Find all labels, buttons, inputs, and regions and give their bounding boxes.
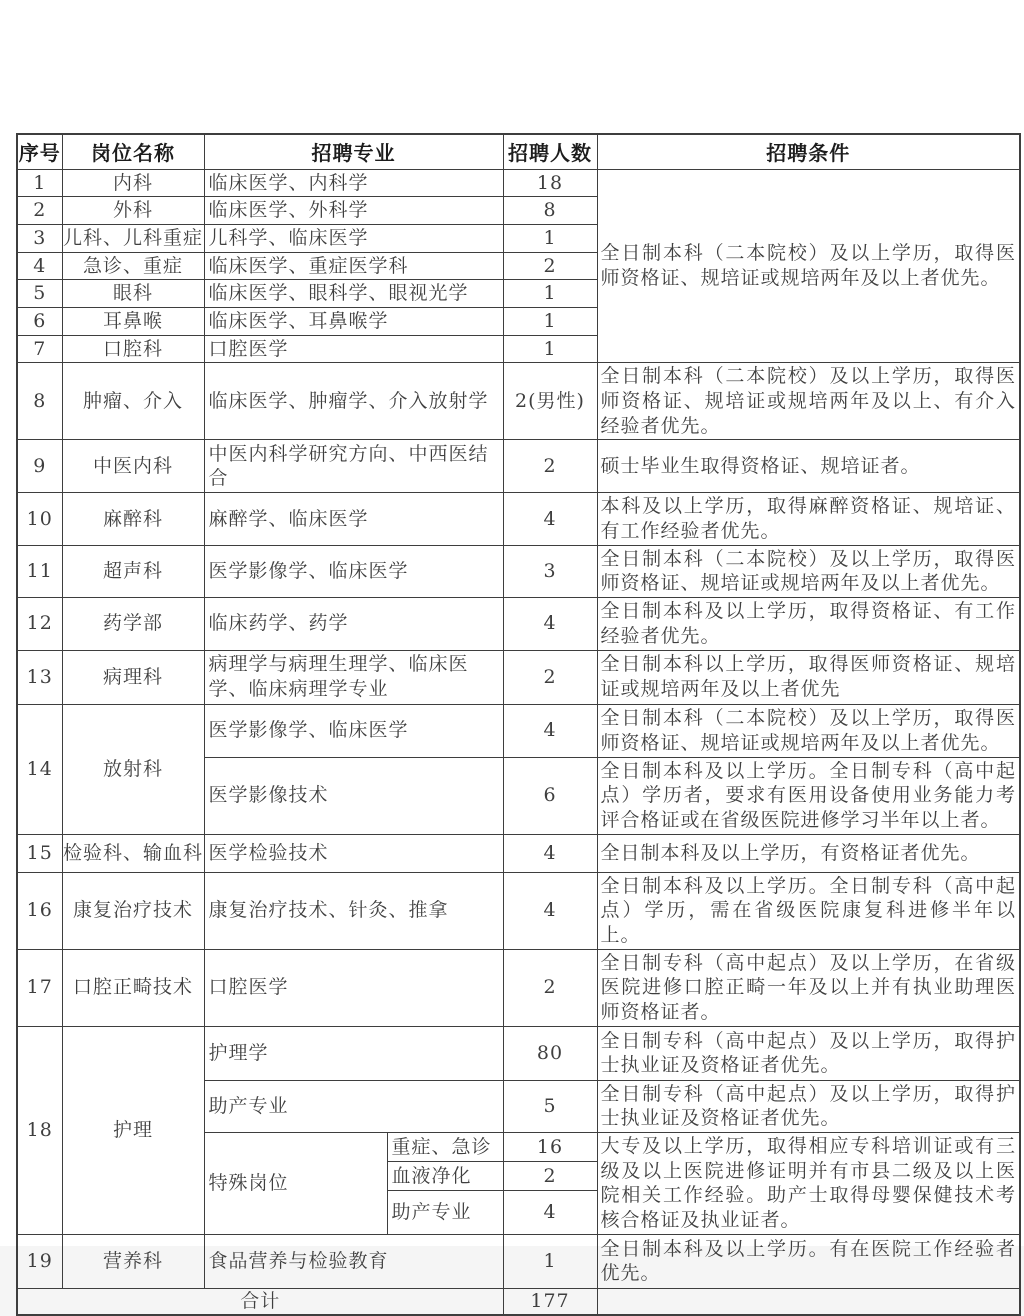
cell-count: 2: [503, 1161, 597, 1190]
cell-serial: 15: [17, 834, 62, 872]
cell-serial: 5: [17, 280, 62, 308]
cell-position: 营养科: [62, 1234, 204, 1288]
cell-special-major: 重症、急诊: [387, 1133, 503, 1162]
cell-count: 2: [503, 440, 597, 493]
cell-count: 80: [503, 1026, 597, 1080]
cell-major: 医学影像学、临床医学: [204, 545, 503, 597]
cell-serial: 14: [17, 704, 62, 834]
cell-serial: 4: [17, 252, 62, 280]
cell-position: 急诊、重症: [62, 252, 204, 280]
cell-position: 肿瘤、介入: [62, 363, 204, 440]
cell-major: 麻醉学、临床医学: [204, 493, 503, 545]
table-row: [17, 704, 1020, 757]
cell-count: 8: [503, 197, 597, 225]
table-row: [17, 1234, 1020, 1288]
cell-position: 护理: [62, 1026, 204, 1234]
cell-position: 放射科: [62, 704, 204, 834]
cell-major: 护理学: [204, 1026, 503, 1080]
cell-position: 超声科: [62, 545, 204, 597]
cell-count: 1: [503, 280, 597, 308]
cell-major: 临床医学、耳鼻喉学: [204, 307, 503, 335]
cell-serial: 19: [17, 1234, 62, 1288]
cell-count: 4: [503, 872, 597, 949]
cell-serial: 7: [17, 335, 62, 363]
cell-count: 4: [503, 834, 597, 872]
cell-condition: 全日制本科及以上学历，有资格证者优先。: [597, 834, 1020, 872]
table-row: [17, 872, 1020, 949]
cell-major: 临床医学、重症医学科: [204, 252, 503, 280]
cell-major: 口腔医学: [204, 335, 503, 363]
table-row: [17, 493, 1020, 545]
cell-position: 麻醉科: [62, 493, 204, 545]
cell-condition-merged: 大专及以上学历，取得相应专科培训证或有三级及以上医院进修证明并有市县二级及以上医院相关工作经验。助产士取得母婴保健技术考核合格证及执业证者。: [597, 1133, 1020, 1235]
cell-count: 2: [503, 252, 597, 280]
total-row: [17, 1288, 1020, 1314]
header-serial: 序号: [17, 134, 62, 169]
table-row: [17, 1026, 1020, 1080]
cell-position: 检验科、输血科: [62, 834, 204, 872]
cell-serial: 8: [17, 363, 62, 440]
table-row: [17, 440, 1020, 493]
cell-condition: 全日制本科及以上学历。全日制专科（高中起点）学历者，要求有医用设备使用业务能力考评合格证或在省级医院进修学习半年以上者。: [597, 757, 1020, 834]
cell-count: 1: [503, 335, 597, 363]
table-row: [17, 598, 1020, 650]
cell-count: 3: [503, 545, 597, 597]
cell-special-major: 助产专业: [387, 1190, 503, 1234]
header-conditions: 招聘条件: [597, 134, 1020, 169]
cell-serial: 9: [17, 440, 62, 493]
cell-count: 2(男性): [503, 363, 597, 440]
cell-count: 1: [503, 307, 597, 335]
cell-major: 临床药学、药学: [204, 598, 503, 650]
cell-serial: 18: [17, 1026, 62, 1234]
cell-position: 康复治疗技术: [62, 872, 204, 949]
cell-major: 临床医学、外科学: [204, 197, 503, 225]
cell-condition: 全日制本科及以上学历。全日制专科（高中起点）学历，需在省级医院康复科进修半年以上。: [597, 872, 1020, 949]
cell-condition: 全日制专科（高中起点）及以上学历，在省级医院进修口腔正畸一年及以上并有执业助理医师资格证者。: [597, 949, 1020, 1026]
cell-condition: 本科及以上学历，取得麻醉资格证、规培证、有工作经验者优先。: [597, 493, 1020, 545]
header-row: [17, 134, 1020, 169]
cell-count: 1: [503, 1234, 597, 1288]
cell-condition: 全日制本科及以上学历。有在医院工作经验者优先。: [597, 1234, 1020, 1288]
cell-position: 中医内科: [62, 440, 204, 493]
cell-position: 耳鼻喉: [62, 307, 204, 335]
cell-count: 2: [503, 949, 597, 1026]
cell-position: 口腔科: [62, 335, 204, 363]
cell-count: 16: [503, 1133, 597, 1162]
table-row: [17, 949, 1020, 1026]
cell-serial: 3: [17, 224, 62, 252]
cell-condition: 全日制本科以上学历，取得医师资格证、规培证或规培两年及以上者优先: [597, 650, 1020, 704]
cell-count: 6: [503, 757, 597, 834]
cell-major: 中医内科学研究方向、中西医结合: [204, 440, 503, 493]
cell-major: 临床医学、眼科学、眼视光学: [204, 280, 503, 308]
cell-major: 医学影像学、临床医学: [204, 704, 503, 757]
table-row: [17, 545, 1020, 597]
cell-condition: 全日制专科（高中起点）及以上学历，取得护士执业证及资格证者优先。: [597, 1080, 1020, 1132]
cell-position: 内科: [62, 169, 204, 197]
cell-serial: 6: [17, 307, 62, 335]
cell-condition: 全日制本科（二本院校）及以上学历，取得医师资格证、规培证或规培两年及以上者优先。: [597, 545, 1020, 597]
cell-count: 4: [503, 1190, 597, 1234]
cell-count: 2: [503, 650, 597, 704]
cell-serial: 12: [17, 598, 62, 650]
cell-count: 4: [503, 493, 597, 545]
cell-count: 4: [503, 704, 597, 757]
total-count: 177: [503, 1288, 597, 1314]
cell-count: 5: [503, 1080, 597, 1132]
cell-major: 儿科学、临床医学: [204, 224, 503, 252]
total-label: 合计: [17, 1288, 503, 1314]
cell-condition: 全日制本科及以上学历，取得资格证、有工作经验者优先。: [597, 598, 1020, 650]
cell-position: 眼科: [62, 280, 204, 308]
cell-position: 药学部: [62, 598, 204, 650]
header-major: 招聘专业: [204, 134, 503, 169]
cell-condition: 全日制本科（二本院校）及以上学历，取得医师资格证、规培证或规培两年及以上、有介入经验者优先。: [597, 363, 1020, 440]
table-row: [17, 834, 1020, 872]
cell-position: 口腔正畸技术: [62, 949, 204, 1026]
cell-position: 病理科: [62, 650, 204, 704]
cell-major: 医学影像技术: [204, 757, 503, 834]
cell-condition: 硕士毕业生取得资格证、规培证者。: [597, 440, 1020, 493]
cell-major: 病理学与病理生理学、临床医学、临床病理学专业: [204, 650, 503, 704]
cell-major: 医学检验技术: [204, 834, 503, 872]
cell-condition: 全日制本科（二本院校）及以上学历，取得医师资格证、规培证或规培两年及以上者优先。: [597, 704, 1020, 757]
cell-position: 外科: [62, 197, 204, 225]
table-row: [17, 169, 1020, 197]
cell-count: 4: [503, 598, 597, 650]
cell-major: 临床医学、内科学: [204, 169, 503, 197]
cell-major: 临床医学、肿瘤学、介入放射学: [204, 363, 503, 440]
cell-major: 口腔医学: [204, 949, 503, 1026]
table-row: [17, 650, 1020, 704]
recruitment-table: [16, 133, 1021, 1316]
header-count: 招聘人数: [503, 134, 597, 169]
cell-major: 康复治疗技术、针灸、推拿: [204, 872, 503, 949]
cell-serial: 17: [17, 949, 62, 1026]
cell-count: 1: [503, 224, 597, 252]
cell-special-label: 特殊岗位: [204, 1133, 387, 1235]
cell-count: 18: [503, 169, 597, 197]
cell-position: 儿科、儿科重症: [62, 224, 204, 252]
table-row: [17, 363, 1020, 440]
cell-special-major: 血液净化: [387, 1161, 503, 1190]
cell-condition: 全日制专科（高中起点）及以上学历，取得护士执业证及资格证者优先。: [597, 1026, 1020, 1080]
cell-condition-merged: 全日制本科（二本院校）及以上学历，取得医师资格证、规培证或规培两年及以上者优先。: [597, 169, 1020, 363]
cell-serial: 13: [17, 650, 62, 704]
total-condition-empty: [597, 1288, 1020, 1314]
header-position: 岗位名称: [62, 134, 204, 169]
cell-major: 食品营养与检验教育: [204, 1234, 503, 1288]
cell-serial: 2: [17, 197, 62, 225]
cell-serial: 16: [17, 872, 62, 949]
cell-major: 助产专业: [204, 1080, 503, 1132]
cell-serial: 1: [17, 169, 62, 197]
cell-serial: 11: [17, 545, 62, 597]
cell-serial: 10: [17, 493, 62, 545]
